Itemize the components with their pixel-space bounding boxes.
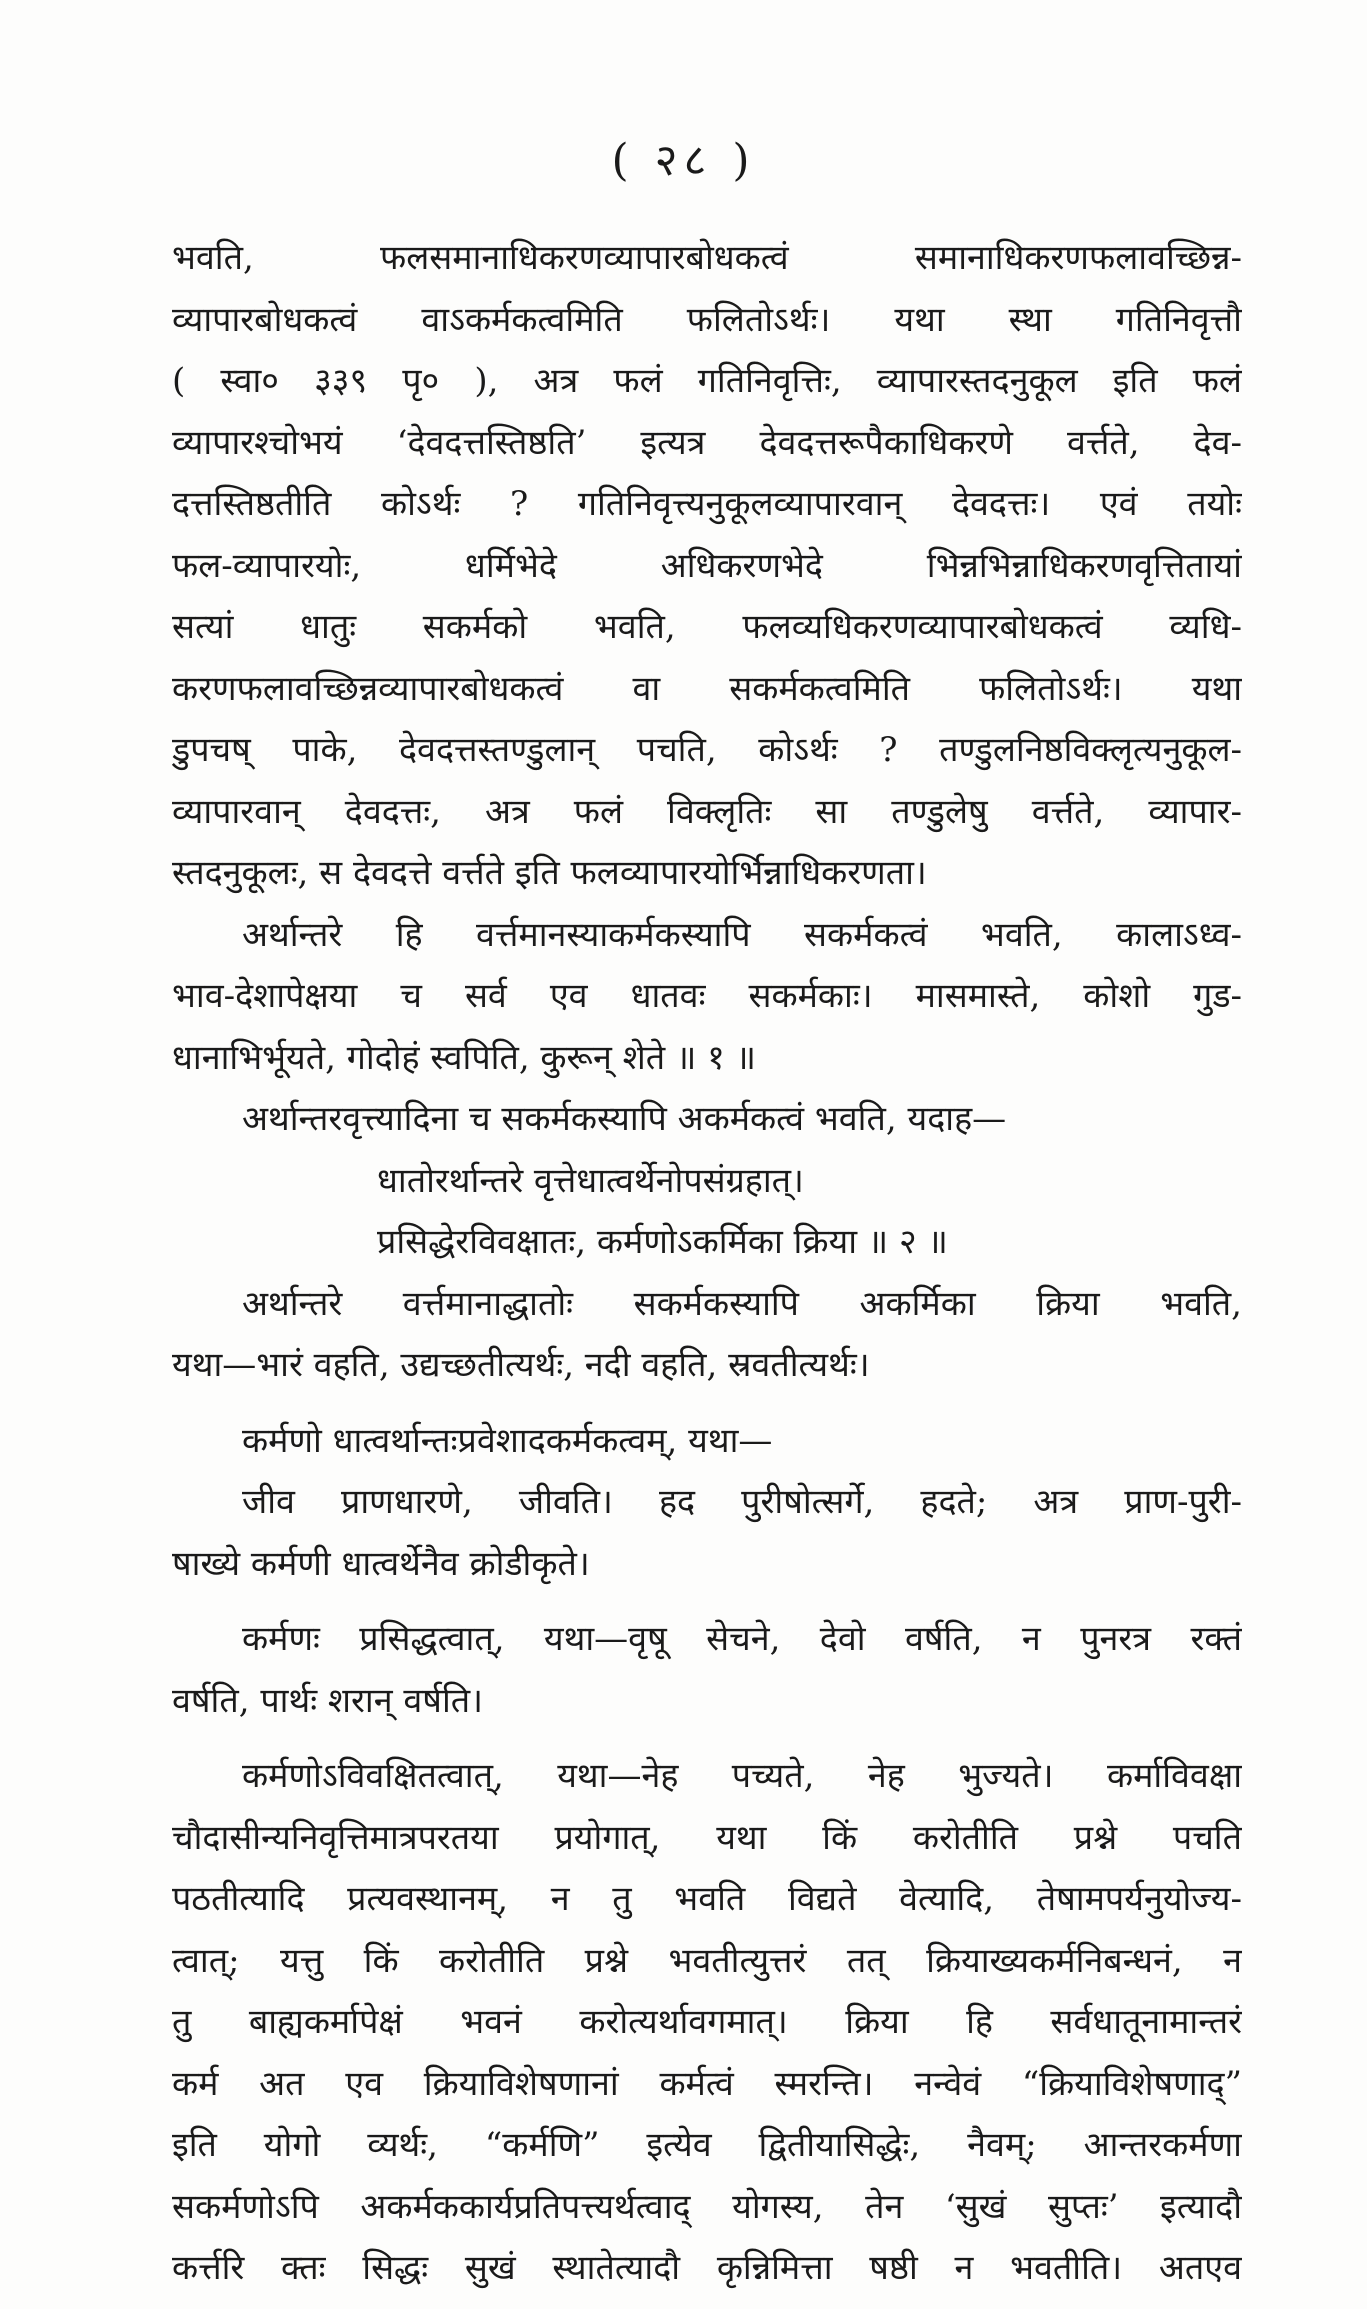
text-line: करणफलावच्छिन्नव्यापारबोधकत्वं वा सकर्मकत्वमिति फलितोऽर्थः। यथा: [172, 668, 1242, 709]
text-line: यथा—भारं वहति, उद्यच्छतीत्यर्थः, नदी वहति, स्रवतीत्यर्थः।: [172, 1345, 870, 1385]
text-line: धानाभिर्भूयते, गोदोहं स्वपिति, कुरून् शेते ॥ १ ॥: [172, 1037, 756, 1078]
text-line: कर्मणोऽविवक्षितत्वात्, यथा—नेह पच्यते, नेह भुज्यते। कर्माविवक्षा: [242, 1756, 1242, 1796]
text-line: कर्मणः प्रसिद्धत्वात्, यथा—वृषू सेचने, देवो वर्षति, न पुनरत्र रक्तं: [242, 1619, 1242, 1659]
text-line: जीव प्राणधारणे, जीवति। हद पुरीषोत्सर्गे, हदते; अत्र प्राण-पुरी-: [242, 1482, 1242, 1522]
text-line: प्रसिद्धेरविवक्षातः, कर्मणोऽकर्मिका क्रिया ॥ २ ॥: [377, 1222, 948, 1262]
text-line: सत्यां धातुः सकर्मको भवति, फलव्यधिकरणव्यापारबोधकत्वं व्यधि-: [172, 607, 1242, 647]
text-line: कर्म अत एव क्रियाविशेषणानां कर्मत्वं स्मरन्ति। नन्वेवं “क्रियाविशेषणाद्”: [172, 2063, 1242, 2104]
text-line: त्वात्; यत्तु किं करोतीति प्रश्ने भवतीत्युत्तरं तत् क्रियाख्यकर्मनिबन्धनं, न: [172, 1940, 1242, 1981]
text-line: ( स्वा० ३३९ पृ० ), अत्र फलं गतिनिवृत्तिः, व्यापारस्तदनुकूल इति फलं: [172, 361, 1242, 401]
text-line: चौदासीन्यनिवृत्तिमात्रपरतया प्रयोगात्, यथा किं करोतीति प्रश्ने पचति: [172, 1817, 1242, 1858]
text-line: अर्थान्तरे हि वर्त्तमानस्याकर्मकस्यापि सकर्मकत्वं भवति, कालाऽध्व-: [242, 914, 1242, 955]
text-line: तु बाह्यकर्मापेक्षं भवनं करोत्यर्थावगमात्। क्रिया हि सर्वधातूनामान्तरं: [172, 2002, 1242, 2042]
text-line: अर्थान्तरवृत्त्यादिना च सकर्मकस्यापि अकर्मकत्वं भवति, यदाह—: [242, 1099, 1007, 1139]
text-line: कर्मणो धात्वर्थान्तःप्रवेशादकर्मकत्वम्, यथा—: [242, 1420, 773, 1461]
text-line: इति योगो व्यर्थः, “कर्मणि” इत्येव द्वितीयासिद्धेः, नैवम्; आन्तरकर्मणा: [172, 2125, 1242, 2165]
text-line: स्तदनुकूलः, स देवदत्ते वर्त्तते इति फलव्यापारयोर्भिन्नाधिकरणता।: [172, 853, 927, 893]
text-line: व्यापारश्चोभयं ‘देवदत्तस्तिष्ठति’ इत्यत्र देवदत्तरूपैकाधिकरणे वर्त्तते, देव-: [172, 422, 1242, 463]
text-line: षाख्ये कर्मणी धात्वर्थेनैव क्रोडीकृते।: [172, 1543, 590, 1584]
text-line: व्यापारबोधकत्वं वाऽकर्मकत्वमिति फलितोऽर्थः। यथा स्था गतिनिवृत्तौ: [172, 299, 1242, 340]
text-line: अर्थान्तरे वर्त्तमानाद्धातोः सकर्मकस्यापि अकर्मिका क्रिया भवति,: [242, 1283, 1242, 1324]
text-line: भवति, फलसमानाधिकरणव्यापारबोधकत्वं समानाधिकरणफलावच्छिन्न-: [172, 238, 1242, 278]
text-line: फल-व्यापारयोः, धर्मिभेदे अधिकरणभेदे भिन्नभिन्नाधिकरणवृत्तितायां: [172, 545, 1242, 586]
page-number: ( २८ ): [611, 135, 756, 186]
text-line: सकर्मणोऽपि अकर्मककार्यप्रतिपत्त्यर्थत्वाद् योगस्य, तेन ‘सुखं सुप्तः’ इत्यादौ: [172, 2186, 1242, 2227]
text-line: धातोरर्थान्तरे वृत्तेधात्वर्थेनोपसंग्रहात्।: [377, 1160, 804, 1201]
text-line: दत्तस्तिष्ठतीति कोऽर्थः ? गतिनिवृत्त्यनुकूलव्यापारवान् देवदत्तः। एवं तयोः: [172, 484, 1242, 524]
text-line: डुपचष् पाके, देवदत्तस्तण्डुलान् पचति, कोऽर्थः ? तण्डुलनिष्ठविक्लृत्यनुकूल-: [172, 730, 1242, 770]
text-line: कर्त्तरि क्तः सिद्धः सुखं स्थातेत्यादौ कृन्निमित्ता षष्ठी न भवतीति। अतएव: [172, 2248, 1242, 2288]
text-line: व्यापारवान् देवदत्तः, अत्र फलं विक्लृतिः सा तण्डुलेषु वर्त्तते, व्यापार-: [172, 791, 1242, 832]
body-text: [172, 228, 1242, 2300]
text-line: वर्षति, पार्थः शरान् वर्षति।: [172, 1680, 484, 1721]
text-line: भाव-देशापेक्षया च सर्व एव धातवः सकर्मकाः। मासमास्ते, कोशो गुड-: [172, 976, 1242, 1016]
text-line: पठतीत्यादि प्रत्यवस्थानम्, न तु भवति विद्यते वेत्यादि, तेषामपर्यनुयोज्य-: [172, 1879, 1242, 1919]
